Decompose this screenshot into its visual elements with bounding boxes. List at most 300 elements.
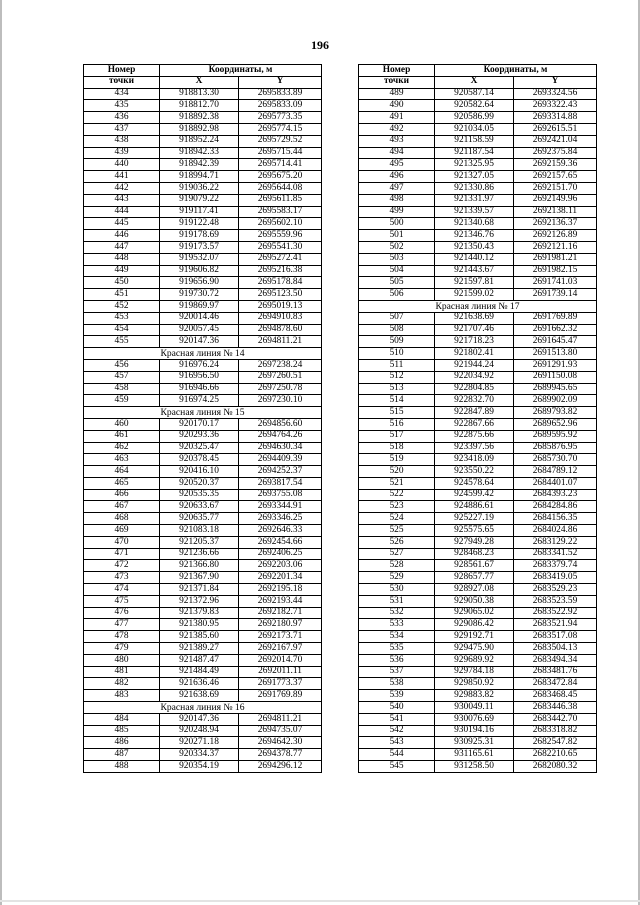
table-row	[359, 383, 597, 395]
red-line-section-title: Красная линия № 14	[84, 348, 322, 360]
y-coordinate-cell: 2695729.52	[239, 135, 322, 147]
x-coordinate-cell: 925575.65	[435, 525, 514, 537]
point-number-cell: 504	[359, 265, 435, 277]
table-row	[359, 159, 597, 171]
x-coordinate-cell: 921034.05	[435, 123, 514, 135]
x-coordinate-cell: 931258.50	[435, 761, 514, 773]
table-row	[84, 725, 322, 737]
y-coordinate-cell: 2684156.35	[514, 513, 597, 525]
point-number-cell: 494	[359, 147, 435, 159]
x-coordinate-cell: 920147.36	[160, 336, 239, 348]
table-row	[359, 619, 597, 631]
point-number-cell: 464	[84, 466, 160, 478]
coordinates-table-right	[358, 64, 597, 773]
table-row	[359, 88, 597, 100]
y-coordinate-cell: 2692136.37	[514, 218, 597, 230]
x-coordinate-cell: 922832.70	[435, 395, 514, 407]
table-row	[359, 336, 597, 348]
point-number-cell: 474	[84, 584, 160, 596]
table-row	[84, 418, 322, 430]
x-coordinate-cell: 920293.36	[160, 430, 239, 442]
point-number-cell: 463	[84, 454, 160, 466]
table-row	[359, 560, 597, 572]
table-row	[359, 678, 597, 690]
table-row	[359, 725, 597, 737]
y-coordinate-cell: 2692182.71	[239, 607, 322, 619]
x-coordinate-cell: 921597.81	[435, 277, 514, 289]
x-coordinate-cell: 922875.66	[435, 430, 514, 442]
y-coordinate-cell: 2691769.89	[514, 312, 597, 324]
x-coordinate-cell: 927949.28	[435, 536, 514, 548]
y-coordinate-cell: 2695272.41	[239, 253, 322, 265]
table-row	[359, 654, 597, 666]
x-coordinate-cell: 921636.46	[160, 678, 239, 690]
table-row	[84, 182, 322, 194]
point-number-cell: 499	[359, 206, 435, 218]
point-number-cell: 459	[84, 395, 160, 407]
point-number-cell: 483	[84, 690, 160, 702]
x-coordinate-cell: 918942.39	[160, 159, 239, 171]
table-row	[84, 501, 322, 513]
point-number-cell: 446	[84, 230, 160, 242]
x-coordinate-cell: 920635.77	[160, 513, 239, 525]
table-row	[84, 525, 322, 537]
x-coordinate-cell: 921707.46	[435, 324, 514, 336]
x-coordinate-cell: 928927.08	[435, 584, 514, 596]
point-number-cell: 520	[359, 466, 435, 478]
point-number-cell: 450	[84, 277, 160, 289]
point-number-cell: 503	[359, 253, 435, 265]
x-coordinate-cell: 930049.11	[435, 702, 514, 714]
table-row	[84, 395, 322, 407]
point-number-cell: 485	[84, 725, 160, 737]
section-row	[84, 407, 322, 419]
point-number-cell: 481	[84, 666, 160, 678]
x-coordinate-cell: 929192.71	[435, 631, 514, 643]
x-coordinate-cell: 921325.95	[435, 159, 514, 171]
y-coordinate-cell: 2683481.76	[514, 666, 597, 678]
table-row	[84, 312, 322, 324]
y-coordinate-cell: 2692195.18	[239, 584, 322, 596]
table-row	[359, 477, 597, 489]
point-number-cell: 521	[359, 477, 435, 489]
x-coordinate-cell: 920582.64	[435, 100, 514, 112]
y-coordinate-cell: 2695583.17	[239, 206, 322, 218]
x-coordinate-cell: 925227.19	[435, 513, 514, 525]
x-coordinate-cell: 919869.97	[160, 300, 239, 312]
y-coordinate-cell: 2695833.09	[239, 100, 322, 112]
table-row	[359, 194, 597, 206]
table-row	[84, 159, 322, 171]
y-coordinate-cell: 2693755.08	[239, 489, 322, 501]
point-number-cell: 536	[359, 654, 435, 666]
header-x: X	[435, 76, 514, 88]
table-row	[359, 631, 597, 643]
table-row	[359, 182, 597, 194]
y-coordinate-cell: 2691739.14	[514, 289, 597, 301]
x-coordinate-cell: 923550.22	[435, 466, 514, 478]
x-coordinate-cell: 921487.47	[160, 654, 239, 666]
y-coordinate-cell: 2689945.65	[514, 383, 597, 395]
table-row	[359, 418, 597, 430]
table-row	[84, 442, 322, 454]
y-coordinate-cell: 2691982.15	[514, 265, 597, 277]
table-row	[359, 442, 597, 454]
x-coordinate-cell: 929086.42	[435, 619, 514, 631]
y-coordinate-cell: 2691662.32	[514, 324, 597, 336]
point-number-cell: 508	[359, 324, 435, 336]
y-coordinate-cell: 2691645.47	[514, 336, 597, 348]
y-coordinate-cell: 2684393.23	[514, 489, 597, 501]
table-row	[84, 88, 322, 100]
y-coordinate-cell: 2682080.32	[514, 761, 597, 773]
point-number-cell: 522	[359, 489, 435, 501]
x-coordinate-cell: 921371.84	[160, 584, 239, 596]
x-coordinate-cell: 929050.38	[435, 595, 514, 607]
point-number-cell: 532	[359, 607, 435, 619]
table-row	[84, 513, 322, 525]
table-row	[359, 666, 597, 678]
x-coordinate-cell: 921187.54	[435, 147, 514, 159]
x-coordinate-cell: 924599.42	[435, 489, 514, 501]
table-row	[84, 560, 322, 572]
y-coordinate-cell: 2683379.74	[514, 560, 597, 572]
y-coordinate-cell: 2692201.34	[239, 572, 322, 584]
table-row	[84, 477, 322, 489]
y-coordinate-cell: 2692151.70	[514, 182, 597, 194]
point-number-cell: 488	[84, 761, 160, 773]
point-number-cell: 490	[359, 100, 435, 112]
x-coordinate-cell: 921236.66	[160, 548, 239, 560]
x-coordinate-cell: 918892.98	[160, 123, 239, 135]
point-number-cell: 440	[84, 159, 160, 171]
point-number-cell: 477	[84, 619, 160, 631]
scan-edge-left	[0, 0, 2, 905]
table-row	[359, 643, 597, 655]
table-row	[84, 206, 322, 218]
y-coordinate-cell: 2694811.21	[239, 336, 322, 348]
point-number-cell: 512	[359, 371, 435, 383]
y-coordinate-cell: 2683522.92	[514, 607, 597, 619]
y-coordinate-cell: 2683446.38	[514, 702, 597, 714]
x-coordinate-cell: 921638.69	[160, 690, 239, 702]
header-point-number-line2: точки	[359, 76, 435, 88]
x-coordinate-cell: 918892.38	[160, 112, 239, 124]
red-line-section-title: Красная линия № 16	[84, 702, 322, 714]
x-coordinate-cell: 929784.18	[435, 666, 514, 678]
x-coordinate-cell: 920057.45	[160, 324, 239, 336]
point-number-cell: 435	[84, 100, 160, 112]
x-coordinate-cell: 930925.31	[435, 737, 514, 749]
point-number-cell: 541	[359, 713, 435, 725]
point-number-cell: 510	[359, 348, 435, 360]
x-coordinate-cell: 918812.70	[160, 100, 239, 112]
y-coordinate-cell: 2683523.59	[514, 595, 597, 607]
y-coordinate-cell: 2689652.96	[514, 418, 597, 430]
point-number-cell: 447	[84, 241, 160, 253]
y-coordinate-cell: 2692121.16	[514, 241, 597, 253]
y-coordinate-cell: 2683521.94	[514, 619, 597, 631]
y-coordinate-cell: 2693817.54	[239, 477, 322, 489]
x-coordinate-cell: 920014.46	[160, 312, 239, 324]
x-coordinate-cell: 921389.27	[160, 643, 239, 655]
page-number: 196	[311, 38, 329, 52]
red-line-section-title: Красная линия № 15	[84, 407, 322, 419]
x-coordinate-cell: 920170.17	[160, 418, 239, 430]
x-coordinate-cell: 929475.90	[435, 643, 514, 655]
section-row	[359, 300, 597, 312]
x-coordinate-cell: 920248.94	[160, 725, 239, 737]
x-coordinate-cell: 919730.72	[160, 289, 239, 301]
x-coordinate-cell: 921331.97	[435, 194, 514, 206]
point-number-cell: 471	[84, 548, 160, 560]
x-coordinate-cell: 930076.69	[435, 713, 514, 725]
x-coordinate-cell: 923397.56	[435, 442, 514, 454]
y-coordinate-cell: 2695611.85	[239, 194, 322, 206]
y-coordinate-cell: 2691773.37	[239, 678, 322, 690]
x-coordinate-cell: 921484.49	[160, 666, 239, 678]
point-number-cell: 453	[84, 312, 160, 324]
y-coordinate-cell: 2692646.33	[239, 525, 322, 537]
point-number-cell: 516	[359, 418, 435, 430]
x-coordinate-cell: 920378.45	[160, 454, 239, 466]
x-coordinate-cell: 922847.89	[435, 407, 514, 419]
y-coordinate-cell: 2683504.13	[514, 643, 597, 655]
point-number-cell: 537	[359, 666, 435, 678]
header-coordinates: Координаты, м	[160, 65, 322, 77]
point-number-cell: 461	[84, 430, 160, 442]
x-coordinate-cell: 921340.68	[435, 218, 514, 230]
table-row	[84, 619, 322, 631]
section-row	[84, 702, 322, 714]
point-number-cell: 465	[84, 477, 160, 489]
scan-edge-bottom	[0, 900, 640, 902]
section-row	[84, 348, 322, 360]
y-coordinate-cell: 2692421.04	[514, 135, 597, 147]
point-number-cell: 529	[359, 572, 435, 584]
x-coordinate-cell: 930194.16	[435, 725, 514, 737]
y-coordinate-cell: 2685730.70	[514, 454, 597, 466]
header-point-number-line2: точки	[84, 76, 160, 88]
y-coordinate-cell: 2693324.56	[514, 88, 597, 100]
table-row	[359, 206, 597, 218]
x-coordinate-cell: 921372.96	[160, 595, 239, 607]
x-coordinate-cell: 920535.35	[160, 489, 239, 501]
table-row	[359, 690, 597, 702]
table-row	[359, 572, 597, 584]
point-number-cell: 544	[359, 749, 435, 761]
x-coordinate-cell: 924578.64	[435, 477, 514, 489]
point-number-cell: 476	[84, 607, 160, 619]
x-coordinate-cell: 923418.09	[435, 454, 514, 466]
y-coordinate-cell: 2684024.86	[514, 525, 597, 537]
table-row	[359, 312, 597, 324]
point-number-cell: 515	[359, 407, 435, 419]
table-row	[84, 430, 322, 442]
x-coordinate-cell: 920354.19	[160, 761, 239, 773]
red-line-section-title: Красная линия № 17	[359, 300, 597, 312]
table-row	[84, 359, 322, 371]
y-coordinate-cell: 2683494.34	[514, 654, 597, 666]
table-row	[359, 218, 597, 230]
x-coordinate-cell: 921380.95	[160, 619, 239, 631]
y-coordinate-cell: 2692014.70	[239, 654, 322, 666]
x-coordinate-cell: 919178.69	[160, 230, 239, 242]
point-number-cell: 445	[84, 218, 160, 230]
table-row	[359, 525, 597, 537]
point-number-cell: 519	[359, 454, 435, 466]
point-number-cell: 543	[359, 737, 435, 749]
point-number-cell: 442	[84, 182, 160, 194]
x-coordinate-cell: 928657.77	[435, 572, 514, 584]
y-coordinate-cell: 2695773.35	[239, 112, 322, 124]
point-number-cell: 484	[84, 713, 160, 725]
x-coordinate-cell: 920334.37	[160, 749, 239, 761]
x-coordinate-cell: 924886.61	[435, 501, 514, 513]
y-coordinate-cell: 2692203.06	[239, 560, 322, 572]
table-row	[359, 135, 597, 147]
x-coordinate-cell: 921339.57	[435, 206, 514, 218]
y-coordinate-cell: 2683529.23	[514, 584, 597, 596]
point-number-cell: 518	[359, 442, 435, 454]
point-number-cell: 527	[359, 548, 435, 560]
x-coordinate-cell: 921330.86	[435, 182, 514, 194]
point-number-cell: 528	[359, 560, 435, 572]
table-row	[84, 112, 322, 124]
header-coordinates: Координаты, м	[435, 65, 597, 77]
x-coordinate-cell: 921638.69	[435, 312, 514, 324]
table-row	[84, 466, 322, 478]
table-row	[359, 123, 597, 135]
point-number-cell: 538	[359, 678, 435, 690]
table-row	[359, 253, 597, 265]
table-row	[84, 643, 322, 655]
table-row	[84, 100, 322, 112]
point-number-cell: 468	[84, 513, 160, 525]
y-coordinate-cell: 2692375.84	[514, 147, 597, 159]
y-coordinate-cell: 2692615.51	[514, 123, 597, 135]
table-row	[84, 336, 322, 348]
point-number-cell: 462	[84, 442, 160, 454]
x-coordinate-cell: 922034.92	[435, 371, 514, 383]
x-coordinate-cell: 920147.36	[160, 713, 239, 725]
point-number-cell: 525	[359, 525, 435, 537]
y-coordinate-cell: 2695774.15	[239, 123, 322, 135]
table-row	[359, 230, 597, 242]
point-number-cell: 475	[84, 595, 160, 607]
point-number-cell: 497	[359, 182, 435, 194]
point-number-cell: 511	[359, 359, 435, 371]
table-row	[359, 513, 597, 525]
table-row	[84, 218, 322, 230]
y-coordinate-cell: 2684789.12	[514, 466, 597, 478]
point-number-cell: 493	[359, 135, 435, 147]
point-number-cell: 466	[84, 489, 160, 501]
point-number-cell: 531	[359, 595, 435, 607]
table-row	[359, 595, 597, 607]
table-row	[84, 536, 322, 548]
y-coordinate-cell: 2694252.37	[239, 466, 322, 478]
point-number-cell: 517	[359, 430, 435, 442]
table-row	[84, 300, 322, 312]
point-number-cell: 505	[359, 277, 435, 289]
header-y: Y	[514, 76, 597, 88]
point-number-cell: 448	[84, 253, 160, 265]
point-number-cell: 534	[359, 631, 435, 643]
y-coordinate-cell: 2692157.65	[514, 171, 597, 183]
x-coordinate-cell: 921205.37	[160, 536, 239, 548]
x-coordinate-cell: 918942.33	[160, 147, 239, 159]
y-coordinate-cell: 2692126.89	[514, 230, 597, 242]
y-coordinate-cell: 2694296.12	[239, 761, 322, 773]
table-row	[84, 572, 322, 584]
y-coordinate-cell: 2694856.60	[239, 418, 322, 430]
point-number-cell: 452	[84, 300, 160, 312]
table-row	[359, 536, 597, 548]
y-coordinate-cell: 2697250.78	[239, 383, 322, 395]
point-number-cell: 530	[359, 584, 435, 596]
x-coordinate-cell: 916946.66	[160, 383, 239, 395]
point-number-cell: 502	[359, 241, 435, 253]
point-number-cell: 473	[84, 572, 160, 584]
y-coordinate-cell: 2695833.89	[239, 88, 322, 100]
x-coordinate-cell: 921718.23	[435, 336, 514, 348]
x-coordinate-cell: 918994.71	[160, 171, 239, 183]
point-number-cell: 506	[359, 289, 435, 301]
table-row	[359, 324, 597, 336]
point-number-cell: 451	[84, 289, 160, 301]
table-row	[84, 135, 322, 147]
point-number-cell: 540	[359, 702, 435, 714]
table-row	[84, 265, 322, 277]
point-number-cell: 470	[84, 536, 160, 548]
y-coordinate-cell: 2691741.03	[514, 277, 597, 289]
point-number-cell: 439	[84, 147, 160, 159]
y-coordinate-cell: 2695123.50	[239, 289, 322, 301]
point-number-cell: 454	[84, 324, 160, 336]
point-number-cell: 460	[84, 418, 160, 430]
x-coordinate-cell: 919173.57	[160, 241, 239, 253]
point-number-cell: 486	[84, 737, 160, 749]
table-row	[84, 548, 322, 560]
y-coordinate-cell: 2683318.82	[514, 725, 597, 737]
x-coordinate-cell: 918952.24	[160, 135, 239, 147]
table-row	[359, 371, 597, 383]
x-coordinate-cell: 928561.67	[435, 560, 514, 572]
point-number-cell: 514	[359, 395, 435, 407]
x-coordinate-cell: 919036.22	[160, 182, 239, 194]
x-coordinate-cell: 929883.82	[435, 690, 514, 702]
x-coordinate-cell: 919122.48	[160, 218, 239, 230]
table-row	[84, 678, 322, 690]
table-row	[84, 654, 322, 666]
y-coordinate-cell: 2693314.88	[514, 112, 597, 124]
table-row	[359, 761, 597, 773]
point-number-cell: 500	[359, 218, 435, 230]
y-coordinate-cell: 2683517.08	[514, 631, 597, 643]
y-coordinate-cell: 2692193.44	[239, 595, 322, 607]
coordinates-table-left	[83, 64, 322, 773]
y-coordinate-cell: 2683419.05	[514, 572, 597, 584]
x-coordinate-cell: 921083.18	[160, 525, 239, 537]
table-row	[359, 584, 597, 596]
table-row	[359, 112, 597, 124]
x-coordinate-cell: 916956.50	[160, 371, 239, 383]
y-coordinate-cell: 2694735.07	[239, 725, 322, 737]
y-coordinate-cell: 2683472.84	[514, 678, 597, 690]
y-coordinate-cell: 2684401.07	[514, 477, 597, 489]
x-coordinate-cell: 928468.23	[435, 548, 514, 560]
